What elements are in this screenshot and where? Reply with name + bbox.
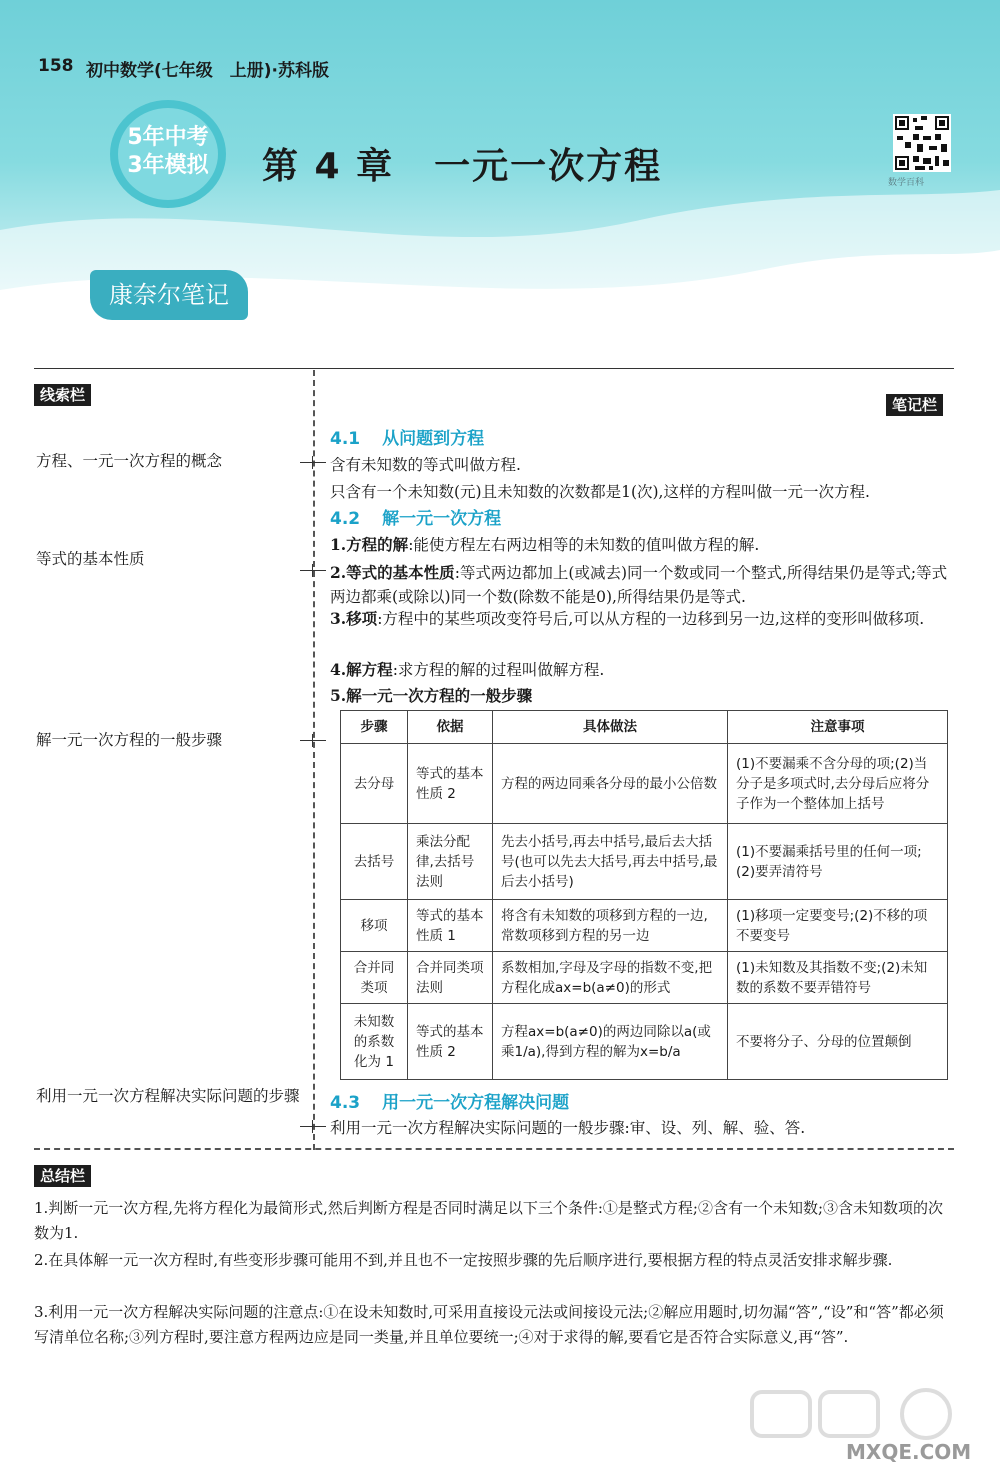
section-heading-4-2 bbox=[330, 504, 501, 529]
cue-column-label: 线索栏 bbox=[34, 384, 91, 406]
section-number: 4.1 bbox=[330, 429, 361, 449]
table-header-row bbox=[341, 711, 948, 744]
summary-item: 2.在具体解一元一次方程时,有些变形步骤可能用不到,并且也不一定按照步骤的先后顺序进行,要根据方程的特点灵活安排求解步骤. bbox=[34, 1251, 893, 1269]
page-number: 158 bbox=[38, 56, 74, 76]
note-cell: (1)未知数及其指数不变;(2)未知数的系数不要弄错符号 bbox=[728, 952, 948, 1004]
method-cell: 将含有未知数的项移到方程的一边,常数项移到方程的另一边 bbox=[493, 900, 728, 952]
cue-connector bbox=[300, 740, 326, 741]
note-text: :能使方程左右两边相等的未知数的值叫做方程的解. bbox=[408, 536, 760, 554]
note-column-label: 笔记栏 bbox=[886, 394, 943, 416]
method-cell: 方程ax=b(a≠0)的两边同除以a(或乘1/a),得到方程的解为x=b/a bbox=[493, 1004, 728, 1080]
cue-solving-steps: 解一元一次方程的一般步骤 bbox=[36, 731, 223, 749]
step-cell: 未知数的系数化为 1 bbox=[341, 1004, 408, 1080]
note-text: :方程中的某些项改变符号后,可以从方程的一边移到另一边,这样的变形叫做移项. bbox=[377, 610, 925, 628]
note-cell: (1)不要漏乘不含分母的项;(2)当分子是多项式时,去分母后应将分子作为一个整体加上括号 bbox=[728, 744, 948, 824]
section-title: 从问题到方程 bbox=[382, 429, 485, 449]
watermark-text: MXQE.COM bbox=[846, 1440, 972, 1464]
chapter-title: 一元一次方程 bbox=[434, 146, 663, 187]
table-row bbox=[341, 952, 948, 1004]
section-number: 4.3 bbox=[330, 1093, 361, 1113]
note-term: 3.移项 bbox=[330, 609, 378, 628]
note-cell: (1)不要漏乘括号里的任何一项;(2)要弄清符号 bbox=[728, 824, 948, 900]
table-row bbox=[341, 824, 948, 900]
summary-item: 1.判断一元一次方程,先将方程化为最简形式,然后判断方程是否同时满足以下三个条件:①是整式方程;②含有一个未知数;③含未知数项的次数为1. bbox=[34, 1199, 944, 1242]
summary-divider bbox=[34, 1148, 954, 1150]
basis-cell: 等式的基本性质 2 bbox=[408, 1004, 493, 1080]
column-header: 步骤 bbox=[341, 711, 408, 744]
section-heading-4-1 bbox=[330, 424, 484, 449]
qr-caption: 数学百科 bbox=[888, 178, 925, 188]
basis-cell: 等式的基本性质 2 bbox=[408, 744, 493, 824]
section-title: 解一元一次方程 bbox=[382, 509, 502, 529]
method-cell: 系数相加,字母及字母的指数不变,把方程化成ax=b(a≠0)的形式 bbox=[493, 952, 728, 1004]
summary-item: 3.利用一元一次方程解决实际问题的注意点:①在设未知数时,可采用直接设元法或间接设元法;②解应用题时,切勿漏“答”,“设”和“答”都必须写清单位名称;③列方程时,要注意方程两边应是同一类量,并且单位要统一;④对于求得的解,要看它是否符合实际意义,再“答”. bbox=[34, 1303, 944, 1346]
method-cell: 方程的两边同乘各分母的最小公倍数 bbox=[493, 744, 728, 824]
note-solution-definition bbox=[330, 533, 950, 557]
basis-cell: 乘法分配律,去括号法则 bbox=[408, 824, 493, 900]
solving-steps-table bbox=[340, 710, 948, 1080]
note-solving-equation bbox=[330, 658, 950, 682]
cue-application-steps: 利用一元一次方程解决实际问题的步骤 bbox=[36, 1087, 300, 1105]
note-transposition bbox=[330, 607, 950, 631]
cue-connector bbox=[300, 570, 326, 571]
section-heading-4-3 bbox=[330, 1088, 569, 1113]
step-cell: 合并同类项 bbox=[341, 952, 408, 1004]
note-cell: (1)移项一定要变号;(2)不移的项不要变号 bbox=[728, 900, 948, 952]
table-row bbox=[341, 900, 948, 952]
note-term: 2.等式的基本性质 bbox=[330, 563, 455, 582]
logo-text-2: 3年模拟 bbox=[127, 153, 209, 178]
step-cell: 去括号 bbox=[341, 824, 408, 900]
step-cell: 去分母 bbox=[341, 744, 408, 824]
note-application-steps: 利用一元一次方程解决实际问题的一般步骤:审、设、列、解、验、答. bbox=[330, 1119, 806, 1137]
definition-equation: 含有未知数的等式叫做方程. bbox=[330, 456, 521, 474]
cornell-notes-tag: 康奈尔笔记 bbox=[90, 270, 248, 320]
chapter-heading bbox=[262, 138, 662, 189]
qr-code-icon[interactable] bbox=[893, 114, 951, 172]
book-title: 初中数学(七年级 上册)·苏科版 bbox=[86, 61, 329, 81]
table-row bbox=[341, 1004, 948, 1080]
note-term: 4.解方程 bbox=[330, 660, 393, 679]
cue-column-divider bbox=[313, 370, 315, 1150]
note-general-steps bbox=[330, 684, 950, 708]
chapter-number: 第 4 章 bbox=[262, 146, 395, 187]
note-cell: 不要将分子、分母的位置颠倒 bbox=[728, 1004, 948, 1080]
step-cell: 移项 bbox=[341, 900, 408, 952]
column-header: 依据 bbox=[408, 711, 493, 744]
definition-linear-equation: 只含有一个未知数(元)且未知数的次数都是1(次),这样的方程叫做一元一次方程. bbox=[330, 483, 870, 501]
note-text: :求方程的解的过程叫做解方程. bbox=[392, 661, 605, 679]
section-title: 用一元一次方程解决问题 bbox=[382, 1093, 570, 1113]
method-cell: 先去小括号,再去中括号,最后去大括号(也可以先去大括号,再去中括号,最后去小括号) bbox=[493, 824, 728, 900]
section-number: 4.2 bbox=[330, 509, 361, 529]
column-header: 注意事项 bbox=[728, 711, 948, 744]
top-divider bbox=[34, 368, 954, 369]
column-header: 具体做法 bbox=[493, 711, 728, 744]
table-row bbox=[341, 744, 948, 824]
basis-cell: 合并同类项法则 bbox=[408, 952, 493, 1004]
cue-connector bbox=[300, 1126, 326, 1127]
cue-equality-properties: 等式的基本性质 bbox=[36, 550, 145, 568]
cue-equation-concept: 方程、一元一次方程的概念 bbox=[36, 452, 223, 470]
basis-cell: 等式的基本性质 1 bbox=[408, 900, 493, 952]
note-term: 1.方程的解 bbox=[330, 535, 409, 554]
note-text: :等式两边都加上(或减去)同一个数或同一个整式,所得结果仍是等式;等式两边都乘(或除以)同一个数(除数不能是0),所得结果仍是等式. bbox=[330, 564, 948, 606]
book-series-logo bbox=[108, 98, 228, 210]
logo-text-1: 5年中考 bbox=[127, 125, 209, 150]
note-equality-properties bbox=[330, 561, 950, 609]
cue-connector bbox=[300, 462, 326, 463]
note-term: 5.解一元一次方程的一般步骤 bbox=[330, 686, 533, 705]
summary-label: 总结栏 bbox=[34, 1165, 91, 1187]
